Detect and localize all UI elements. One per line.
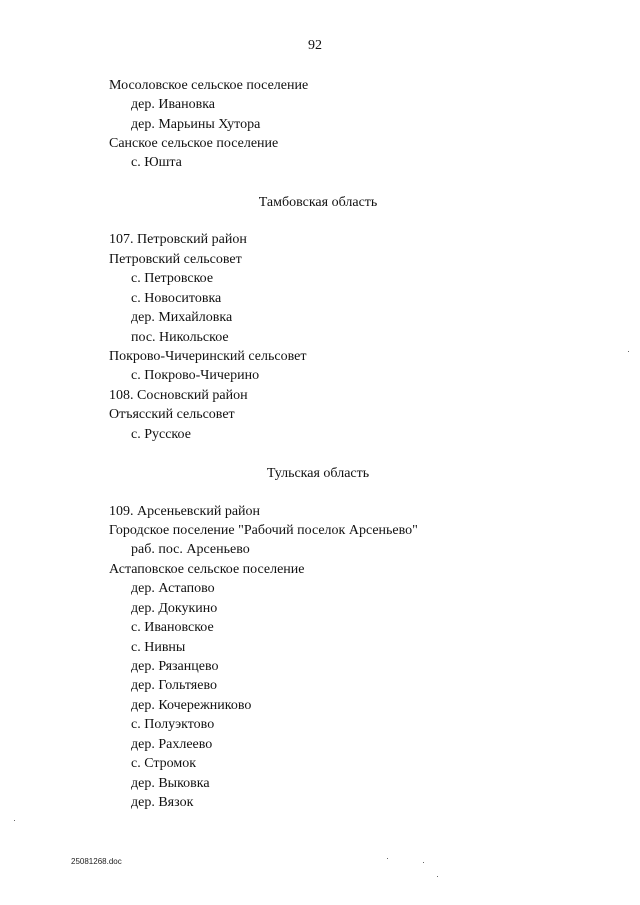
settlement-item: раб. пос. Арсеньево bbox=[131, 542, 250, 557]
settlement-item: с. Нивны bbox=[131, 640, 186, 655]
settlement-item: с. Юшта bbox=[131, 155, 182, 170]
settlement-item: с. Петровское bbox=[131, 271, 214, 286]
settlement-item: дер. Гольтяево bbox=[131, 678, 217, 693]
scan-speck bbox=[423, 862, 424, 863]
district-item: Астаповское сельское поселение bbox=[109, 562, 305, 577]
district-item: Петровский сельсовет bbox=[109, 252, 242, 267]
settlement-item: пос. Никольское bbox=[131, 330, 229, 345]
settlement-item: дер. Рязанцево bbox=[131, 659, 219, 674]
scan-speck bbox=[628, 351, 629, 352]
region-heading: Тамбовская область bbox=[258, 195, 378, 210]
settlement-item: дер. Выковка bbox=[131, 776, 210, 791]
settlement-item: с. Ивановское bbox=[131, 620, 214, 635]
footer-filename: 25081268.doc bbox=[71, 857, 122, 866]
settlement-item: дер. Кочережниково bbox=[131, 698, 252, 713]
scan-speck bbox=[387, 858, 388, 859]
settlement-item: дер. Михайловка bbox=[131, 310, 233, 325]
settlement-item: дер. Вязок bbox=[131, 795, 194, 810]
district-item: 108. Сосновский район bbox=[109, 388, 248, 403]
settlement-item: с. Русское bbox=[131, 427, 191, 442]
district-item: 107. Петровский район bbox=[109, 232, 247, 247]
region-heading: Тульская область bbox=[266, 466, 370, 481]
settlement-item: дер. Докукино bbox=[131, 601, 218, 616]
district-item: Санское сельское поселение bbox=[109, 136, 279, 151]
settlement-item: с. Полуэктово bbox=[131, 717, 215, 732]
scan-speck bbox=[14, 820, 15, 821]
district-item: Мосоловское сельское поселение bbox=[109, 78, 309, 93]
settlement-item: дер. Марьины Хутора bbox=[131, 117, 261, 132]
settlement-item: с. Новоситовка bbox=[131, 291, 222, 306]
district-item: Городское поселение "Рабочий поселок Арсеньево" bbox=[109, 523, 418, 538]
settlement-item: дер. Астапово bbox=[131, 581, 215, 596]
district-item: 109. Арсеньевский район bbox=[109, 504, 261, 519]
district-item: Отъясский сельсовет bbox=[109, 407, 235, 422]
scan-speck bbox=[437, 876, 438, 877]
district-item: Покрово-Чичеринский сельсовет bbox=[109, 349, 307, 364]
settlement-item: с. Стромок bbox=[131, 756, 197, 771]
settlement-item: дер. Рахлеево bbox=[131, 737, 213, 752]
settlement-item: с. Покрово-Чичерино bbox=[131, 368, 260, 383]
settlement-item: дер. Ивановка bbox=[131, 97, 215, 112]
page-number: 92 bbox=[308, 38, 322, 53]
